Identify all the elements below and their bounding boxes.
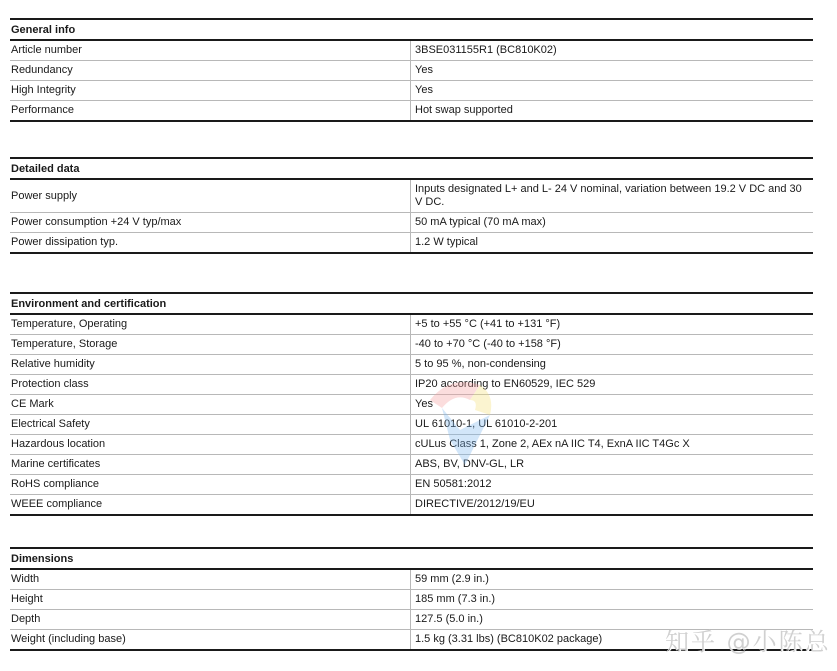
row-label: Power consumption +24 V typ/max	[10, 213, 411, 233]
row-value: +5 to +55 °C (+41 to +131 °F)	[411, 314, 814, 335]
row-label: High Integrity	[10, 81, 411, 101]
row-value: 127.5 (5.0 in.)	[411, 610, 814, 630]
table-row	[10, 314, 813, 335]
table-row	[10, 569, 813, 590]
table-row	[10, 101, 813, 122]
detailed-data-table	[10, 157, 813, 254]
row-value: Hot swap supported	[411, 101, 814, 122]
table-row	[10, 40, 813, 61]
row-label: Width	[10, 569, 411, 590]
row-label: Power supply	[10, 179, 411, 213]
table-row	[10, 233, 813, 254]
row-value: 50 mA typical (70 mA max)	[411, 213, 814, 233]
row-value: Yes	[411, 61, 814, 81]
table-row	[10, 375, 813, 395]
table-row	[10, 81, 813, 101]
row-value: 1.5 kg (3.31 lbs) (BC810K02 package)	[411, 630, 814, 651]
watermark-text: 知乎 @小陈总	[665, 628, 831, 656]
table-row	[10, 630, 813, 651]
general-info-table	[10, 18, 813, 122]
row-value: IP20 according to EN60529, IEC 529	[411, 375, 814, 395]
row-value: 1.2 W typical	[411, 233, 814, 254]
row-label: Height	[10, 590, 411, 610]
row-label: WEEE compliance	[11, 498, 103, 510]
section-title: Dimensions	[10, 548, 813, 569]
row-label: Performance	[11, 104, 74, 116]
table-row	[10, 179, 813, 213]
environment-certification-table	[10, 292, 813, 516]
row-label: Marine certificates	[10, 455, 411, 475]
row-label: Depth	[10, 610, 411, 630]
dimensions-table	[10, 547, 813, 651]
row-value: Yes	[411, 81, 814, 101]
row-value: Yes	[411, 395, 814, 415]
table-row	[10, 395, 813, 415]
row-value: UL 61010-1, UL 61010-2-201	[411, 415, 814, 435]
row-label: Power dissipation typ.	[11, 236, 118, 248]
table-row	[10, 415, 813, 435]
row-label: Electrical Safety	[10, 415, 411, 435]
row-label: CE Mark	[10, 395, 411, 415]
row-label: Weight (including base)	[11, 633, 126, 645]
row-value: EN 50581:2012	[411, 475, 814, 495]
row-value: cULus Class 1, Zone 2, AEx nA IIC T4, ExnA IIC T4Gc X	[411, 435, 814, 455]
table-row	[10, 610, 813, 630]
row-label: Redundancy	[10, 61, 411, 81]
row-value: 59 mm (2.9 in.)	[411, 569, 814, 590]
section-title: General info	[10, 19, 813, 40]
row-value: 185 mm (7.3 in.)	[411, 590, 814, 610]
row-value: 3BSE031155R1 (BC810K02)	[411, 40, 814, 61]
table-row	[10, 455, 813, 475]
table-row	[10, 61, 813, 81]
row-value: -40 to +70 °C (-40 to +158 °F)	[411, 335, 814, 355]
table-row	[10, 213, 813, 233]
row-label: Hazardous location	[10, 435, 411, 455]
row-label: Article number	[10, 40, 411, 61]
row-label: Relative humidity	[10, 355, 411, 375]
table-row	[10, 475, 813, 495]
table-row	[10, 435, 813, 455]
table-row	[10, 590, 813, 610]
row-value: ABS, BV, DNV-GL, LR	[411, 455, 814, 475]
row-label: RoHS compliance	[10, 475, 411, 495]
table-row	[10, 495, 813, 516]
row-value: Inputs designated L+ and L- 24 V nominal, variation between 19.2 V DC and 30 V DC.	[411, 179, 814, 213]
row-value: 5 to 95 %, non-condensing	[411, 355, 814, 375]
section-title: Environment and certification	[10, 293, 813, 314]
row-label: Temperature, Operating	[10, 314, 411, 335]
row-label: Temperature, Storage	[10, 335, 411, 355]
row-value: DIRECTIVE/2012/19/EU	[411, 495, 814, 516]
table-row	[10, 355, 813, 375]
section-title: Detailed data	[10, 158, 813, 179]
table-row	[10, 335, 813, 355]
row-label: Protection class	[10, 375, 411, 395]
